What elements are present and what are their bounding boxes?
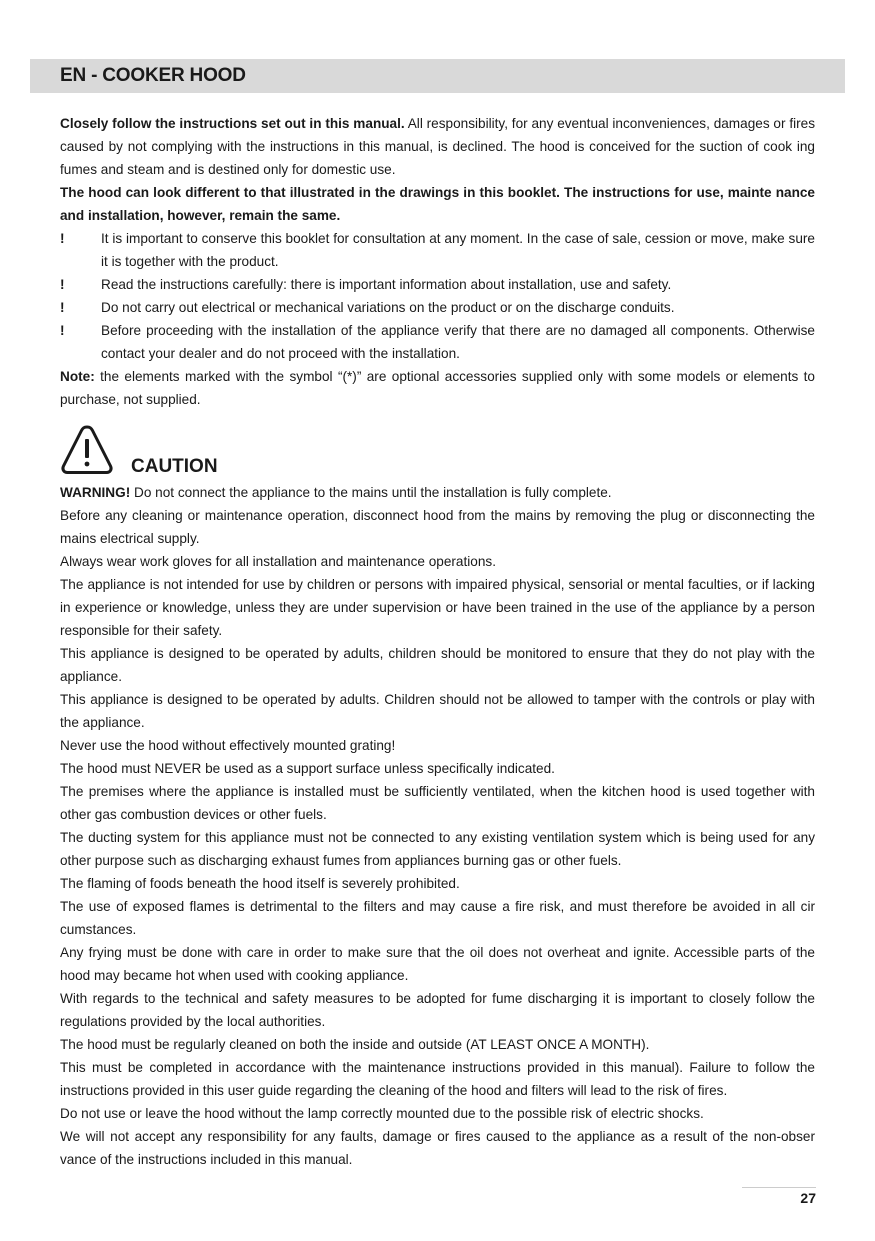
caution-paragraph: Never use the hood without effectively mounted grating! <box>60 738 396 753</box>
caution-paragraph: The hood must be regularly cleaned on both the inside and outside (AT LEAST ONCE A MONTH). <box>60 1037 650 1052</box>
intro-section <box>60 112 815 411</box>
footer-divider <box>742 1187 816 1188</box>
section-title: EN - COOKER HOOD <box>60 65 246 86</box>
list-item <box>60 273 815 296</box>
note-text: the elements marked with the symbol “(*)” are optional accessories supplied only with some models or elements to purchase, not supplied. <box>60 369 815 407</box>
intro-text: All responsibility, for any eventual inconveniences, damages or fires caused by not complying with the instructions in this manual, is declined. The hood is conceived for the suction of cook ing fumes and steam and is destined only for domestic use. <box>60 116 815 177</box>
caution-paragraph: This appliance is designed to be operated by adults. Children should not be allowed to tamper with the controls or play with the appliance. <box>60 692 815 730</box>
caution-paragraph: The ducting system for this appliance must not be connected to any existing ventilation system which is being used for any other purpose such as discharging exhaust fumes from appliances burning gas or other fuels. <box>60 830 815 868</box>
caution-paragraph: This appliance is designed to be operated by adults, children should be monitored to ensure that they do not play with the appliance. <box>60 646 815 684</box>
warning-text: Do not connect the appliance to the mains until the installation is fully complete. <box>130 485 612 500</box>
caution-paragraph: The use of exposed flames is detrimental to the filters and may cause a fire risk, and must therefore be avoided in all cir cumstances. <box>60 899 815 937</box>
warning-paragraph <box>60 481 815 504</box>
caution-paragraph: Always wear work gloves for all installation and maintenance operations. <box>60 554 496 569</box>
list-item-text: Before proceeding with the installation of the appliance verify that there are no damaged all components. Otherwise contact your dealer and do not proceed with the installation. <box>101 323 815 361</box>
caution-paragraph: We will not accept any responsibility for any faults, damage or fires caused to the appliance as a result of the non-obser vance of the instructions included in this manual. <box>60 1129 815 1167</box>
exclamation-mark: ! <box>60 231 65 246</box>
caution-paragraph: The hood must NEVER be used as a support surface unless specifically indicated. <box>60 761 555 776</box>
page-number: 27 <box>800 1190 816 1206</box>
list-item-text: Do not carry out electrical or mechanical variations on the product or on the discharge conduits. <box>101 300 675 315</box>
exclamation-mark: ! <box>60 300 65 315</box>
caution-paragraph: The premises where the appliance is installed must be sufficiently ventilated, when the kitchen hood is used together with other gas combustion devices or other fuels. <box>60 784 815 822</box>
list-item <box>60 296 815 319</box>
intro-bold-lead: Closely follow the instructions set out in this manual. <box>60 116 405 131</box>
exclamation-mark: ! <box>60 323 65 338</box>
exclamation-mark: ! <box>60 277 65 292</box>
note-label: Note: <box>60 369 95 384</box>
warning-triangle-icon <box>60 424 114 476</box>
intro-paragraph <box>60 112 815 181</box>
caution-paragraph: With regards to the technical and safety measures to be adopted for fume discharging it is important to closely follow the regulations provided by the local authorities. <box>60 991 815 1029</box>
caution-paragraph: This must be completed in accordance with the maintenance instructions provided in this manual). Failure to follow the instructions provided in this user guide regarding the cleaning of the hood and filters will lead to the risk of fires. <box>60 1060 815 1098</box>
caution-title: CAUTION <box>131 456 218 477</box>
list-item-text: It is important to conserve this booklet for consultation at any moment. In the case of sale, cession or move, make sure it is together with the product. <box>101 231 815 269</box>
caution-paragraph: Do not use or leave the hood without the lamp correctly mounted due to the possible risk of electric shocks. <box>60 1106 704 1121</box>
caution-section <box>60 481 815 1171</box>
caution-paragraph: Before any cleaning or maintenance operation, disconnect hood from the mains by removing the plug or disconnecting the mains electrical supply. <box>60 508 815 546</box>
caution-paragraph: Any frying must be done with care in order to make sure that the oil does not overheat and ignite. Accessible parts of the hood may became hot when used with cooking appliance. <box>60 945 815 983</box>
list-item-text: Read the instructions carefully: there is important information about installation, use and safety. <box>101 277 672 292</box>
drawings-notice: The hood can look different to that illustrated in the drawings in this booklet. The instructions for use, mainte nance and installation, however, remain the same. <box>60 185 815 223</box>
list-item <box>60 319 815 365</box>
section-header-band <box>30 59 845 93</box>
caution-paragraph: The appliance is not intended for use by children or persons with impaired physical, sensorial or mental faculties, or if lacking in experience or knowledge, unless they are under supervision or have been trained in the use of the appliance by a person responsible for their safety. <box>60 577 815 638</box>
list-item <box>60 227 815 273</box>
caution-paragraph: The flaming of foods beneath the hood itself is severely prohibited. <box>60 876 460 891</box>
warning-label: WARNING! <box>60 485 131 500</box>
note-paragraph <box>60 365 815 411</box>
instruction-list <box>60 227 815 365</box>
